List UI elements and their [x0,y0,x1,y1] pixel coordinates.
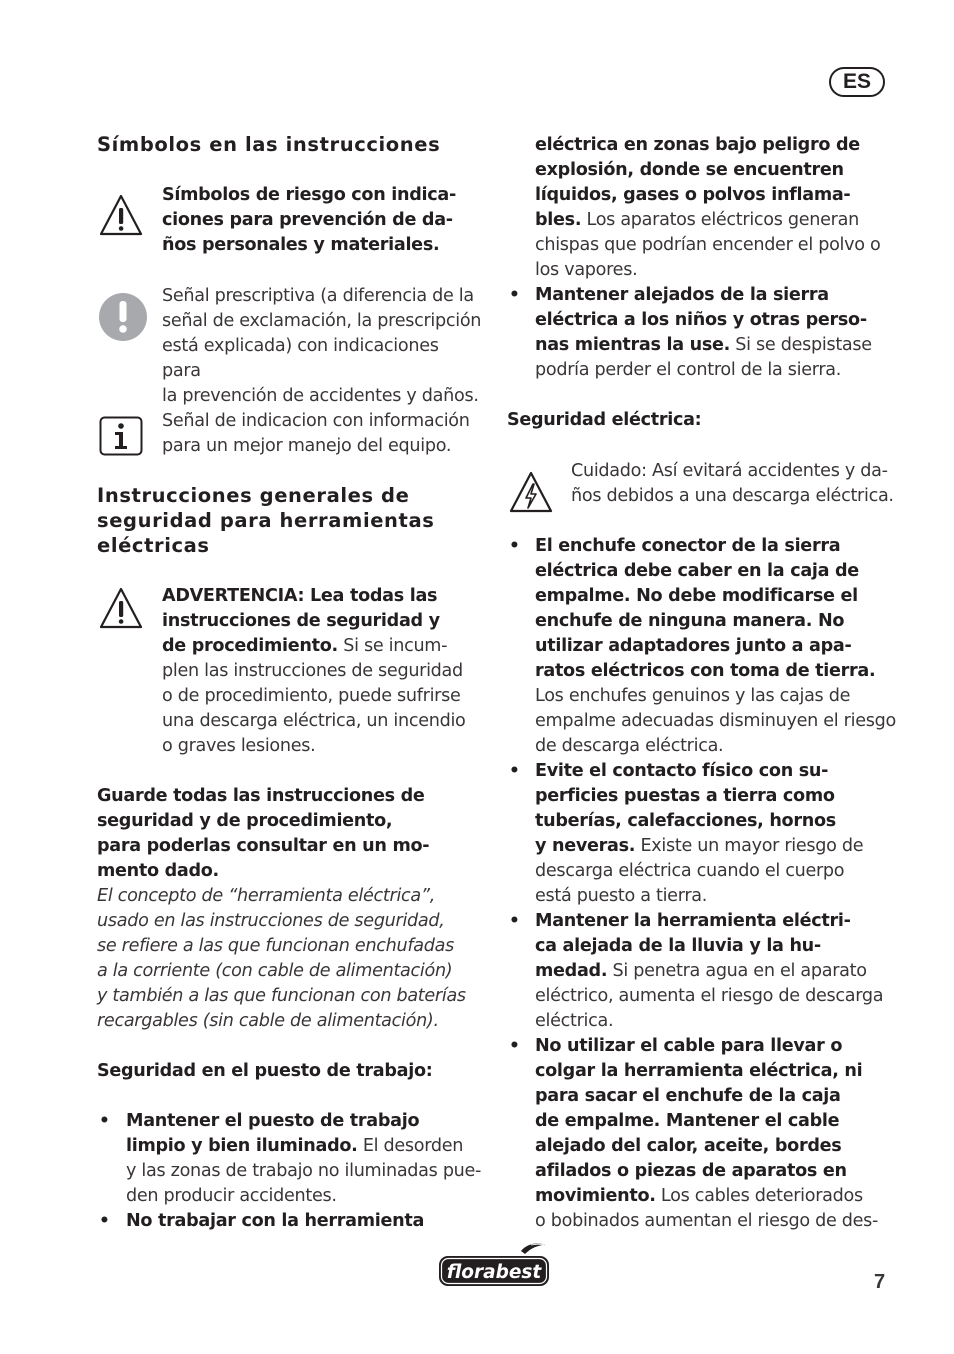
rain-bold: Mantener la herramienta eléctri- ca alejada de la lluvia y la hu- [535,911,851,956]
bullet-workplace-clean-rest: y las zonas de trabajo no iluminadas pue- den producir accidentes. [126,1161,482,1206]
warning-triangle-icon [98,193,144,239]
explosive-rest: chispas que podrían encender el polvo o los vapores. [535,235,881,280]
bullet-dot: • [509,761,520,781]
contact-l4: Existe un mayor riesgo de [635,836,864,856]
heading-electrical-safety: Seguridad eléctrica: [507,410,702,430]
prescriptive-symbol-text: Señal prescriptiva (a diferencia de la señal de exclamación, la prescripción está explicada) con indicaciones para la prevención de accidentes y daños. [162,286,482,406]
power-tool-definition: El concepto de “herramienta eléctrica”, usado en las instrucciones de seguridad, se refiere a las que funcionan enchufadas a la corriente (con cable de alimentación) y también a las que funcionan con baterías recargables (sin cable de alimentación). [97,886,466,1031]
bullet-dot: • [99,1211,110,1231]
warning-line-3: Si se incum- [337,636,448,656]
children-rest: podría perder el control de la sierra. [535,360,842,380]
bullet-workplace-clean [126,1109,486,1209]
warning-triangle-icon [98,586,144,632]
bullet-dot: • [509,285,520,305]
bullet-dot: • [509,911,520,931]
bullet-cable [535,1034,900,1234]
bullet-workplace-clean-l2-bold: limpio y bien iluminado. [126,1136,358,1156]
children-bold: Mantener alejados de la sierra eléctrica a los niños y otras perso- [535,285,867,330]
rain-l3: Si penetra agua en el aparato [607,961,867,981]
contact-l4-bold: y neveras. [535,836,636,856]
page-number: 7 [874,1271,886,1293]
florabest-logo [437,1242,553,1290]
contact-rest: descarga eléctrica cuando el cuerpo está puesto a tierra. [535,861,845,906]
bullet-plug [535,534,900,759]
bullet-contact [535,759,900,909]
heading-symbols: Símbolos en las instrucciones [97,133,441,156]
cable-rest: o bobinados aumentan el riesgo de des- [535,1211,879,1231]
warning-line-2: instrucciones de seguridad y [162,611,440,631]
warning-rest: plen las instrucciones de seguridad o de procedimiento, puede sufrirse una descarga eléctrica, un incendio o graves lesiones. [162,661,466,756]
plug-bold: El enchufe conector de la sierra eléctrica debe caber en la caja de empalme. No debe modificarse el enchufe de ninguna manera. No utilizar adaptadores junto a apa- ratos eléctricos con toma de tierra. [535,536,876,681]
contact-bold: Evite el contacto físico con su- perficies puestas a tierra como tuberías, calefacciones, hornos [535,761,836,831]
warning-line-3-bold: de procedimiento. [162,636,338,656]
bullet-workplace-clean-l1: Mantener el puesto de trabajo [126,1111,420,1131]
logo-text: florabest [446,1262,542,1283]
language-badge: ES [829,67,885,97]
bullet-rain [535,909,900,1034]
caution-text: Cuidado: Así evitará accidentes y da- ños debidos a una descarga eléctrica. [571,461,894,506]
heading-general-safety: Instrucciones generales de seguridad para herramientas eléctricas [97,484,435,557]
bullet-dot: • [509,1036,520,1056]
bullet-dot: • [99,1111,110,1131]
bullet-explosive-areas-cont [535,133,895,283]
cable-bold: No utilizar el cable para llevar o colgar la herramienta eléctrica, ni para sacar el enchufe de la caja de empalme. Mantener el cable alejado del calor, aceite, bordes afilados o piezas de aparatos en [535,1036,863,1181]
info-box-icon [99,416,143,456]
risk-symbol-text: Símbolos de riesgo con indica- ciones para prevención de da- ños personales y materiales. [162,185,456,255]
plug-rest: Los enchufes genuinos y las cajas de empalme adecuadas disminuyen el riesgo de descarga eléctrica. [535,686,896,756]
cable-l7-bold: movimiento. [535,1186,656,1206]
bullet-workplace-clean-l2: El desorden [357,1136,464,1156]
keep-instructions-text: Guarde todas las instrucciones de seguridad y de procedimiento, para poderlas consultar en un mo- mento dado. [97,786,430,881]
info-symbol-text: Señal de indicacion con información para un mejor manejo del equipo. [162,411,470,456]
exclamation-circle-icon [98,292,148,342]
children-l3: Si se despistase [730,335,872,355]
explosive-l4-bold: bles. [535,210,582,230]
children-l3-bold: nas mientras la use. [535,335,731,355]
cable-l7: Los cables deteriorados [655,1186,863,1206]
heading-workplace-safety: Seguridad en el puesto de trabajo: [97,1061,433,1081]
warning-line-1: ADVERTENCIA: Lea todas las [162,586,438,606]
explosive-bold: eléctrica en zonas bajo peligro de explosión, donde se encuentren líquidos, gases o polvos inflama- [535,135,860,205]
bullet-explosive-areas-start: No trabajar con la herramienta [126,1211,425,1231]
bullet-dot: • [509,536,520,556]
rain-rest: eléctrico, aumenta el riesgo de descarga eléctrica. [535,986,884,1031]
bullet-children [535,283,895,383]
warning-text [162,584,484,759]
electric-hazard-icon [508,470,554,516]
explosive-l4: Los aparatos eléctricos generan [581,210,859,230]
rain-l3-bold: medad. [535,961,608,981]
